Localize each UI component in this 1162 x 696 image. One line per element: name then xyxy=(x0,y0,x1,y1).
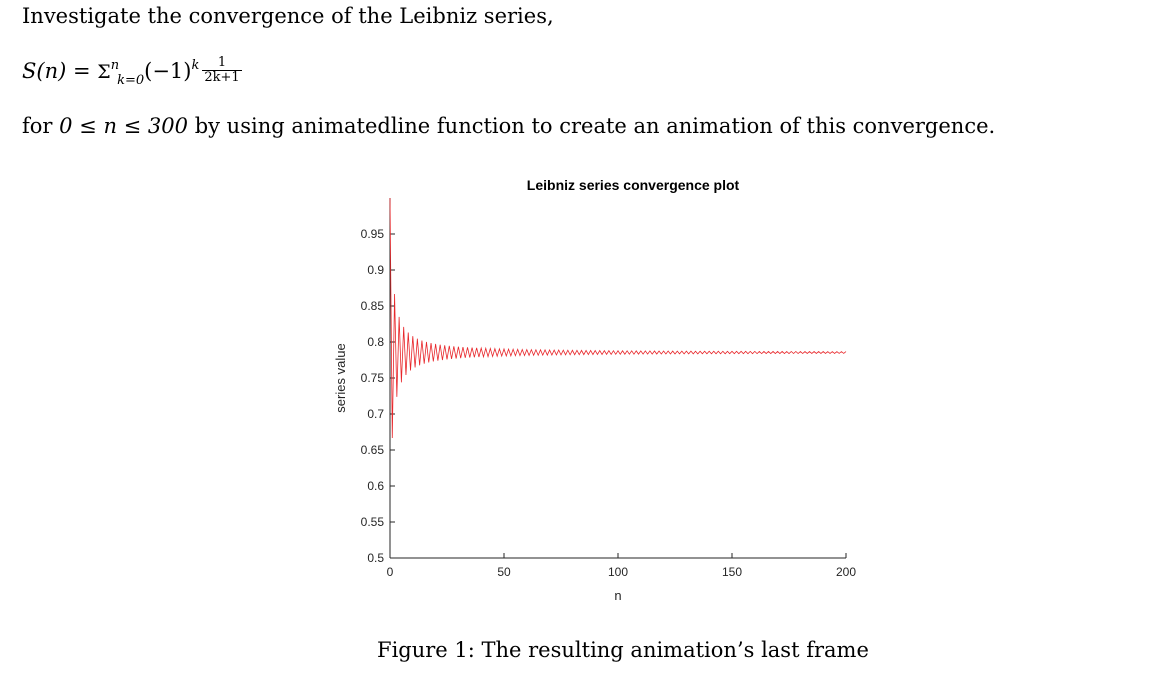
y-axis-label: series value xyxy=(333,343,348,413)
x-tick-label: 150 xyxy=(721,565,743,579)
x-tick-label: 0 xyxy=(386,565,394,579)
y-tick-label: 0.95 xyxy=(360,227,384,241)
y-tick-label: 0.75 xyxy=(360,371,384,385)
leibniz-formula xyxy=(22,56,242,90)
x-tick-label: 100 xyxy=(607,565,629,579)
formula-exponent: k xyxy=(191,58,200,73)
chart-root xyxy=(333,177,856,603)
y-tick-label: 0.55 xyxy=(360,515,384,529)
figure-caption: Figure 1: The resulting animation’s last frame xyxy=(377,638,869,662)
task-suffix: by using animatedline function to create an animation of this convergence. xyxy=(188,114,996,138)
task-paragraph xyxy=(22,112,995,140)
formula-lhs: S(n) xyxy=(22,59,67,83)
y-tick-label: 0.7 xyxy=(367,407,384,421)
y-tick-label: 0.9 xyxy=(367,263,384,277)
series-line xyxy=(390,198,846,438)
sum-lower-limit: k=0 xyxy=(117,73,145,88)
x-axis-label: n xyxy=(614,588,622,603)
intro-paragraph: Investigate the convergence of the Leibniz series, xyxy=(22,4,554,28)
y-tick-label: 0.6 xyxy=(367,479,384,493)
formula-fraction xyxy=(202,56,241,85)
task-condition: 0 ≤ n ≤ 300 xyxy=(59,114,189,138)
y-tick-label: 0.65 xyxy=(360,443,384,457)
sum-symbol: Σ xyxy=(97,61,111,83)
formula-base: (−1) xyxy=(144,59,192,83)
x-tick-label: 50 xyxy=(497,565,511,579)
convergence-chart xyxy=(330,170,890,610)
fraction-denominator: 2k+1 xyxy=(204,70,240,85)
task-prefix: for xyxy=(22,114,60,138)
chart-title: Leibniz series convergence plot xyxy=(526,177,740,193)
y-tick-label: 0.85 xyxy=(360,299,384,313)
fraction-numerator: 1 xyxy=(202,56,241,71)
sum-upper-limit: n xyxy=(110,58,120,73)
y-tick-label: 0.8 xyxy=(367,335,384,349)
y-tick-label: 0.5 xyxy=(367,551,384,565)
x-tick-label: 200 xyxy=(835,565,857,579)
formula-equals: = xyxy=(72,59,91,83)
